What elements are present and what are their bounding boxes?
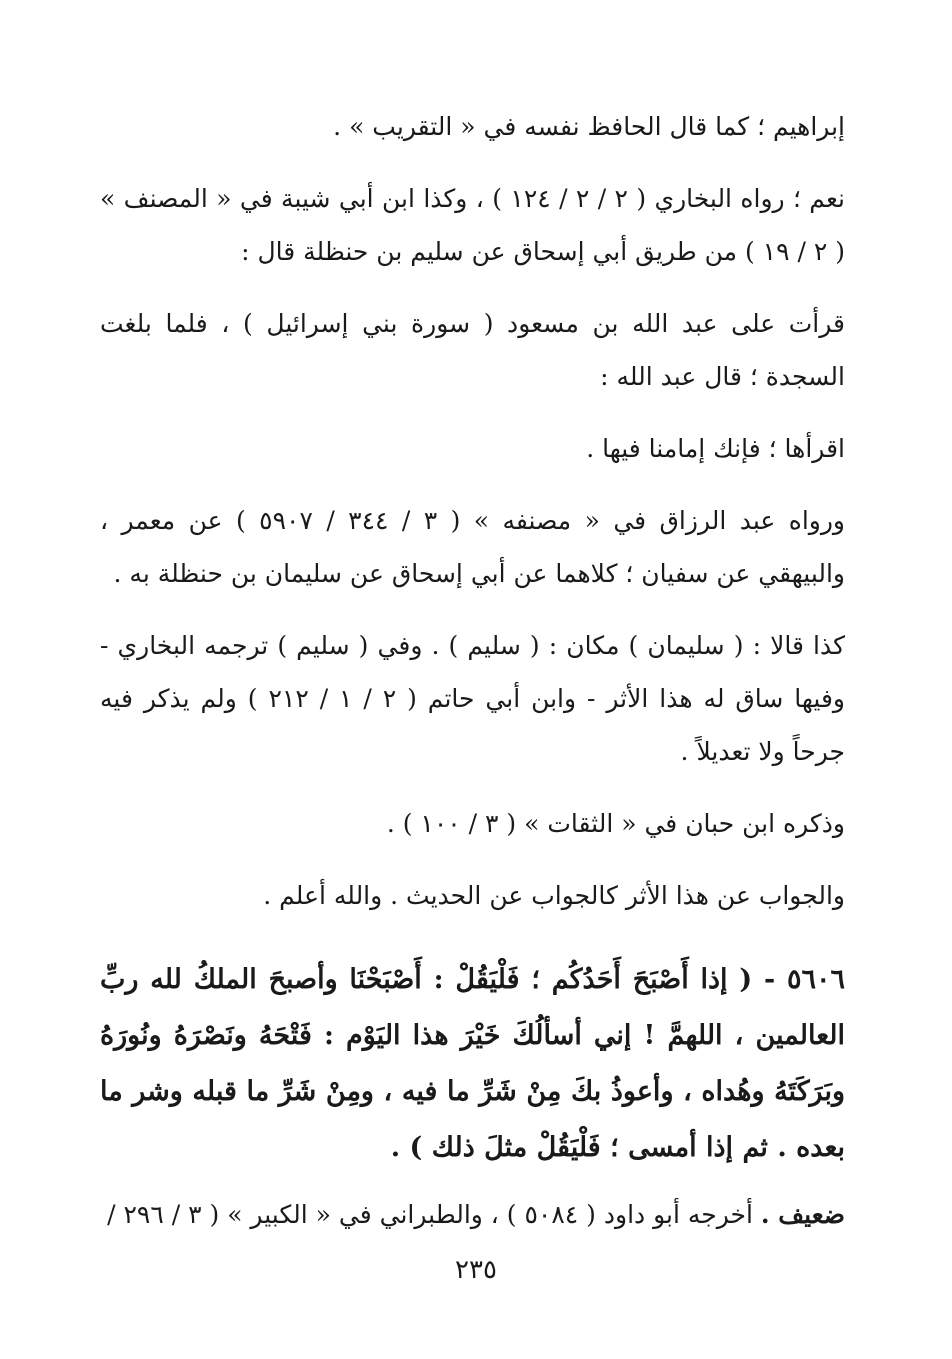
hadith-text: ٥٦٠٦ - ( إذا أَصْبَحَ أَحَدُكُم ؛ فَلْيَقُلْ : أَصْبَحْنَا وأصبحَ الملكُ لله ربِّ العالمين ، اللهمَّ ! إني أسألُكَ خَيْرَ هذا اليَوْم : فَتْحَهُ ونَصْرَهُ ونُورَهُ وبَرَكَتَهُ وهُداه ، وأعوذُ بكَ مِنْ شَرِّ ما فيه ، ومِنْ شَرِّ ما قبله وشر ما بعده . ثم إذا أمسى ؛ فَلْيَقُلْ مثلَ ذلك ) . (100, 964, 845, 1163)
text-paragraph: إبراهيم ؛ كما قال الحافظ نفسه في « التقريب » . (333, 112, 845, 141)
text-paragraph: والجواب عن هذا الأثر كالجواب عن الحديث . والله أعلم . (263, 881, 845, 910)
grading-label: ضعيف . (760, 1200, 845, 1229)
text-paragraph: اقرأها ؛ فإنك إمامنا فيها . (586, 434, 845, 463)
text-paragraph: كذا قالا : ( سليمان ) مكان : ( سليم ) . وفي ( سليم ) ترجمه البخاري - وفيها ساق له هذا الأثر - وابن أبي حاتم ( ٢ / ١ / ٢١٢ ) ولم يذكر فيه جرحاً ولا تعديلاً . (100, 631, 845, 766)
page-number: ٢٣٥ (455, 1255, 497, 1285)
text-paragraph: ورواه عبد الرزاق في « مصنفه » ( ٣ / ٣٤٤ / ٥٩٠٧ ) عن معمر ، والبيهقي عن سفيان ؛ كلاهما عن أبي إسحاق عن سليمان بن حنظلة به . (100, 506, 845, 588)
text-paragraph: قرأت على عبد الله بن مسعود ( سورة بني إسرائيل ) ، فلما بلغت السجدة ؛ قال عبد الله : (100, 309, 845, 391)
grading-text: أخرجه أبو داود ( ٥٠٨٤ ) ، والطبراني في « الكبير » ( ٣ / ٢٩٦ / (107, 1200, 761, 1229)
grading-paragraph (100, 1188, 845, 1241)
text-paragraph: وذكره ابن حبان في « الثقات » ( ٣ / ١٠٠ ) . (386, 809, 845, 838)
page-body (100, 100, 845, 1260)
text-paragraph: نعم ؛ رواه البخاري ( ٢ / ٢ / ١٢٤ ) ، وكذا ابن أبي شيبة في « المصنف » ( ٢ / ١٩ ) من طريق أبي إسحاق عن سليم بن حنظلة قال : (100, 184, 845, 266)
